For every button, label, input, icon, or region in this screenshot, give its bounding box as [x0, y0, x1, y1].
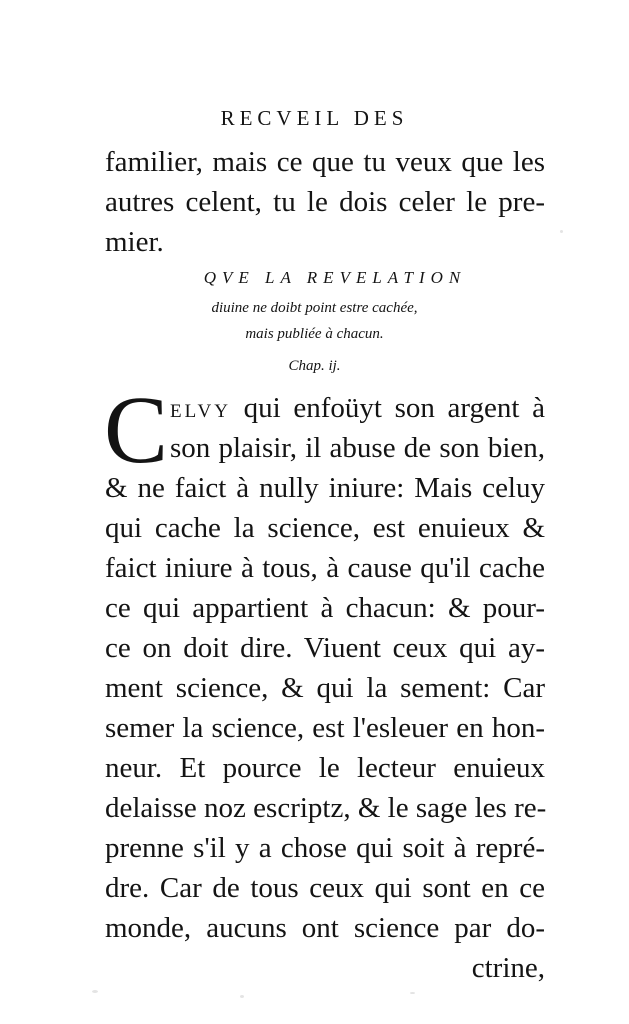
paper-speck — [560, 230, 563, 233]
body-line-7: ce on doit dire. Viuent ceux qui ay- — [105, 632, 545, 664]
intro-line-2: autres celent, tu le dois celer le pre- — [105, 186, 545, 218]
paper-speck — [92, 990, 98, 993]
body-line-10: neur. Et pource le lecteur enuieux — [105, 752, 545, 784]
body-line-12: prenne s'il y a chose qui soit à repré- — [105, 832, 545, 864]
chapter-subheading-2: mais publiée à chacun. — [245, 326, 384, 342]
chapter-number: Chap. ij. — [288, 358, 341, 374]
body-line-11: delaisse noz escriptz, & le sage les re- — [105, 792, 547, 824]
running-head: RECVEIL DES — [220, 106, 409, 130]
paper-speck — [240, 995, 244, 998]
paper-speck — [410, 992, 415, 994]
intro-line-3: mier. — [105, 226, 164, 258]
body-line-8: ment science, & qui la sement: Car — [105, 672, 545, 704]
body-line-9: semer la science, est l'esleuer en hon- — [105, 712, 545, 744]
chapter-subheading-1: diuine ne doibt point estre cachée, — [211, 300, 418, 316]
body-line-4: qui cache la science, est enuieux & — [105, 512, 545, 544]
body-line-13: dre. Car de tous ceux qui sont en ce — [105, 872, 545, 904]
body-line-1 — [170, 388, 545, 432]
body-line-3: & ne faict à nully iniure: Mais celuy — [105, 472, 545, 504]
body-line-2: son plaisir, il abuse de son bien, — [170, 432, 545, 464]
body-line-5: faict iniure à tous, à cause qu'il cache — [105, 552, 545, 584]
catchword: ctrine, — [471, 952, 545, 984]
body-line-6: ce qui appartient à chacun: & pour- — [105, 592, 545, 624]
chapter-heading: QVE LA REVELATION — [203, 268, 467, 287]
intro-line-1: familier, mais ce que tu veux que les — [105, 146, 545, 178]
first-line-rest: qui enfoüyt son argent à — [230, 392, 545, 424]
drop-cap: C — [104, 376, 169, 483]
first-word-smallcaps: ELVY — [170, 401, 231, 422]
body-line-14: monde, aucuns ont science par do- — [105, 912, 545, 944]
